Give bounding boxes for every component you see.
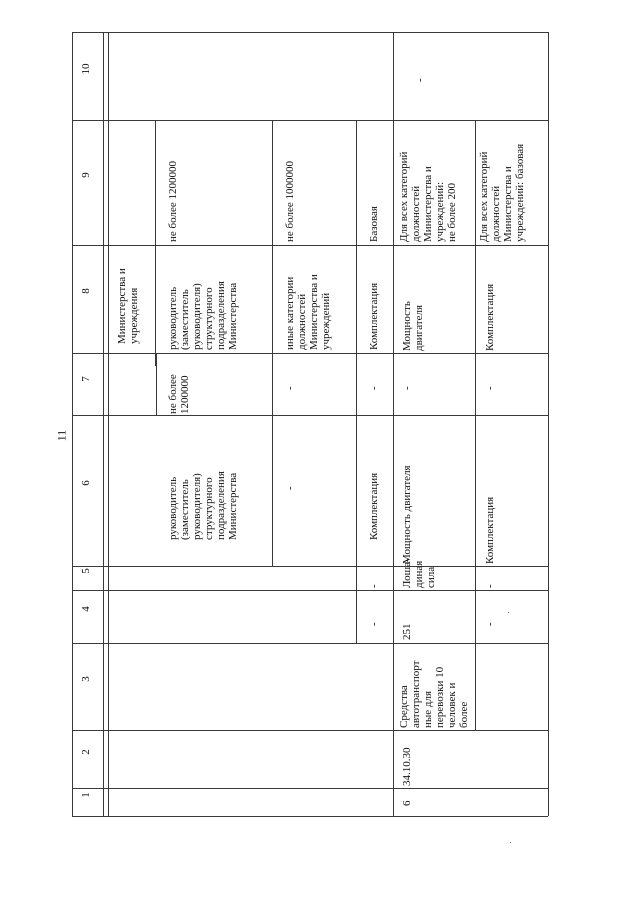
cell-6-c3: Средства автотранспорт ные для перевозки 10 человек и более xyxy=(398,660,470,728)
col-header-4: 4 xyxy=(80,606,92,612)
cell-6b-c4: - xyxy=(484,622,496,626)
cell-r3-c9: не более 1000000 xyxy=(284,161,296,242)
page-number: 11 xyxy=(54,429,69,442)
cell-r3-c6: - xyxy=(284,486,296,490)
cell-6b-c8: Комплектация xyxy=(484,283,496,351)
col-header-3: 3 xyxy=(80,676,92,682)
col-header-1: 1 xyxy=(80,792,92,798)
cell-6a-c7: - xyxy=(401,386,413,390)
cell-6a-c8: Мощность двигателя xyxy=(401,301,425,351)
cell-r1-c8: Министерства и учреждения xyxy=(116,268,140,344)
col-header-5: 5 xyxy=(80,568,92,574)
cell-r4-c5: - xyxy=(368,584,380,588)
scan-speck xyxy=(508,612,509,613)
col-header-6: 6 xyxy=(80,480,92,486)
cell-r2-c9: не более 1200000 xyxy=(167,161,179,242)
col-header-10: 10 xyxy=(80,63,92,75)
cell-r4-c4: - xyxy=(368,622,380,626)
cell-r4-c7: - xyxy=(368,386,380,390)
cell-r4-c6: Комплектация xyxy=(368,472,380,540)
cell-6-c2: 34.10.30 xyxy=(401,747,413,786)
cell-r3-c8: иные категории должностей Министерства и учреждений xyxy=(284,274,332,350)
cell-6a-c9: Для всех категорий должностей Министерства и учреждений: не более 200 xyxy=(398,151,458,242)
cell-6b-c9: Для всех категорий должностей Министерства и учреждений: базовая xyxy=(478,143,526,242)
scan-speck xyxy=(510,842,511,843)
cell-r2-c8: руководитель (заместитель руководителя) структурного подразделения Министерства xyxy=(167,281,239,350)
cell-6-c10: - xyxy=(414,78,426,82)
cell-6b-c5: - xyxy=(484,584,496,588)
cell-6b-c6: Комплектация xyxy=(484,496,496,564)
cell-r2-c7: не более 1200000 xyxy=(167,374,191,414)
cell-6a-c6: Мощность двигателя xyxy=(401,465,413,564)
cell-r4-c9: Базовая xyxy=(368,206,380,242)
cell-6-c1: 6 xyxy=(401,800,413,806)
col-header-7: 7 xyxy=(80,376,92,382)
cell-r4-c8: Комплектация xyxy=(368,282,380,350)
col-header-9: 9 xyxy=(80,172,92,178)
cell-r3-c7: - xyxy=(284,386,296,390)
cell-r2-c6: руководитель (заместитель руководителя) структурного подразделения Министерства xyxy=(167,471,239,540)
cell-6a-c5: Лоша- диная сила xyxy=(401,558,437,588)
cell-6b-c7: - xyxy=(484,386,496,390)
col-header-2: 2 xyxy=(80,749,92,755)
cell-6a-c4: 251 xyxy=(401,623,413,640)
col-header-8: 8 xyxy=(80,288,92,294)
